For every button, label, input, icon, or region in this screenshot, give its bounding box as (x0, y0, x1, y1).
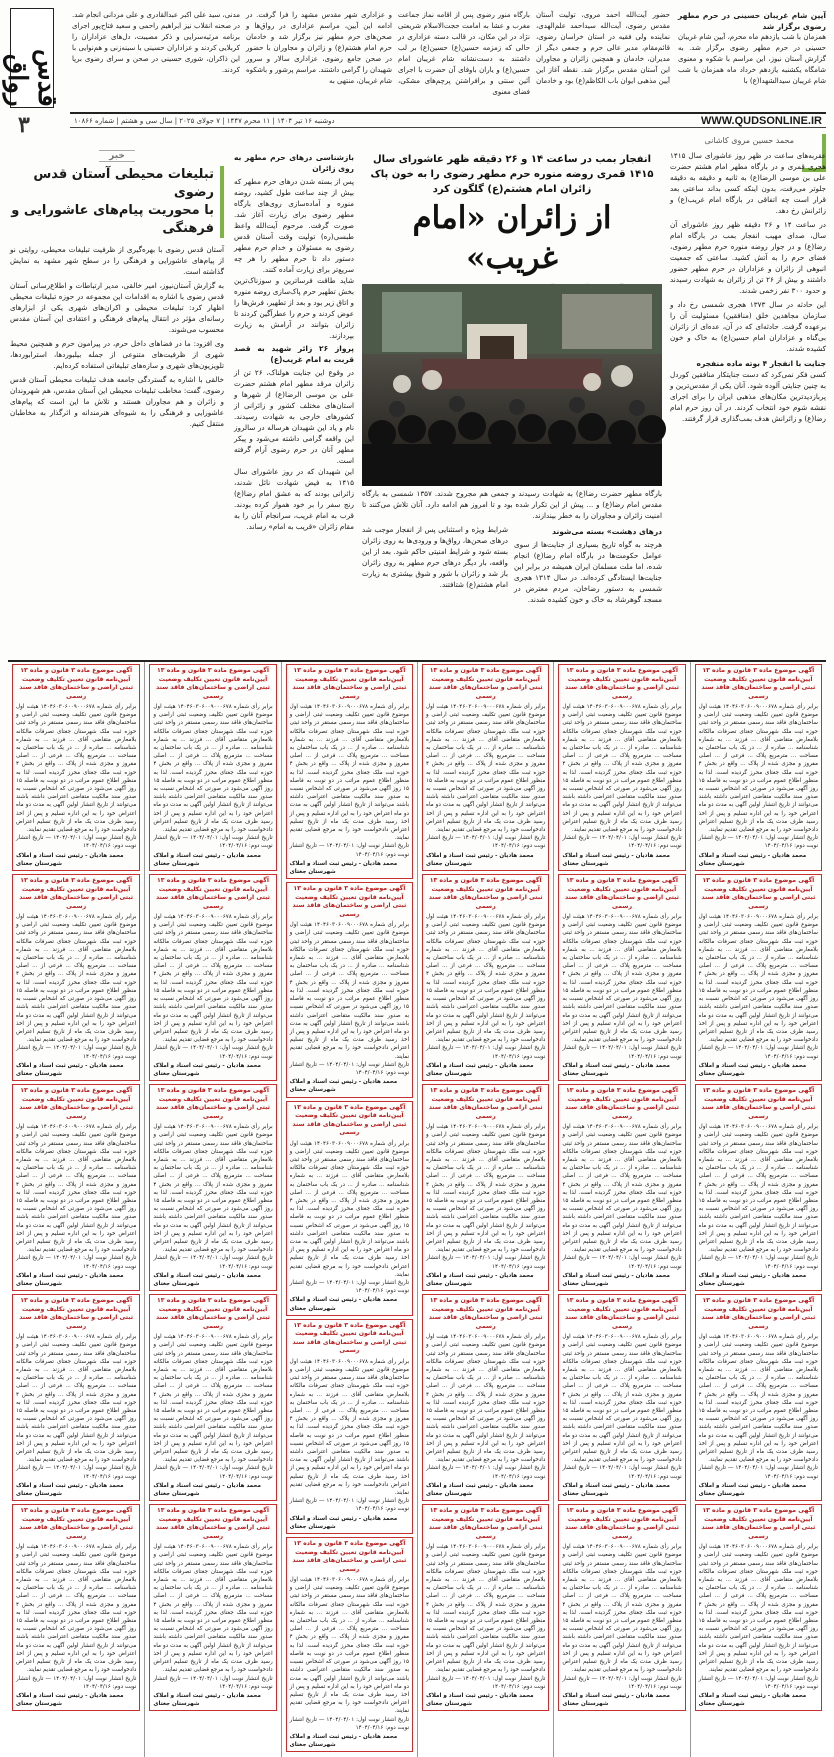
ad-signature: محمد هادیان - رئیس ثبت اسناد و املاک شهرستان جغتای (153, 1062, 261, 1077)
ad-signature: محمد هادیان - رئیس ثبت اسناد و املاک شهرستان جغتای (562, 1482, 670, 1498)
ad-dates: تاریخ انتشار نوبت اول: ۱۴۰۴/۰۴/۰۱ — تاریخ انتشار نوبت دوم: ۱۴۰۴/۰۴/۱۶ (16, 1465, 137, 1480)
ad-title: آگهی موضوع ماده ۳ قانون و ماده ۱۳ آیین‌نامه قانون تعیین تکلیف وضعیت ثبتی اراضی و ساختمان‌های فاقد سند رسمی (156, 1087, 270, 1120)
legal-ad (149, 874, 276, 1081)
ad-body: برابر رأی شماره ۱۴۰۴۶۰۳۰۶۰۰۹۰۰۰۶۷۸ هیئت اول موضوع قانون تعیین تکلیف وضعیت ثبتی اراضی و ساختمان‌های فاقد سند رسمی مستقر در واحد ثبتی حوزه ثبت ملک شهرستان جغتای تصرفات مالکانه بلامعارض متقاضی آقای ... فرزند ... به شماره شناسنامه ... صادره از ... در یک باب ساختمان به مساحت ... مترمربع پلاک ... فرعی از ... اصلی مفروز و مجزی شده از پلاک ... واقع در بخش ۴ حوزه ثبت ملک جغتای محرز گردیده است. لذا به منظور اطلاع عموم مراتب در دو نوبت به فاصله ۱۵ روز آگهی می‌شود در صورتی که اشخاص نسبت به صدور سند مالکیت متقاضی اعتراضی داشته باشند می‌توانند از تاریخ انتشار اولین آگهی به مدت دو ماه اعتراض خود را به این اداره تسلیم و پس از اخذ رسید ظرف مدت یک ماه از تاریخ تسلیم اعتراض دادخواست خود را به مرجع قضایی تقدیم نمایند. (16, 1124, 137, 1254)
ad-column (8, 662, 144, 1757)
legal-ad (695, 1084, 822, 1291)
ad-body: برابر رأی شماره ۱۴۰۴۶۰۳۰۶۰۰۹۰۰۰۶۷۸ هیئت اول موضوع قانون تعیین تکلیف وضعیت ثبتی اراضی و ساختمان‌های فاقد سند رسمی مستقر در واحد ثبتی حوزه ثبت ملک شهرستان جغتای تصرفات مالکانه بلامعارض متقاضی آقای ... فرزند ... به شماره شناسنامه ... صادره از ... در یک باب ساختمان به مساحت ... مترمربع پلاک ... فرعی از ... اصلی مفروز و مجزی شده از پلاک ... واقع در بخش ۴ حوزه ثبت ملک جغتای محرز گردیده است. لذا به منظور اطلاع عموم مراتب در دو نوبت به فاصله ۱۵ روز آگهی می‌شود در صورتی که اشخاص نسبت به صدور سند مالکیت متقاضی اعتراضی داشته باشند می‌توانند از تاریخ انتشار اولین آگهی به مدت دو ماه اعتراض خود را به این اداره تسلیم و پس از اخذ رسید ظرف مدت یک ماه از تاریخ تسلیم اعتراض دادخواست خود را به مرجع قضایی تقدیم نمایند. (698, 1334, 818, 1464)
ad-dates: تاریخ انتشار نوبت اول: ۱۴۰۴/۰۴/۰۱ — تاریخ انتشار نوبت دوم: ۱۴۰۴/۰۴/۱۶ (698, 835, 818, 850)
ad-body: برابر رأی شماره ۱۴۰۴۶۰۳۰۶۰۰۹۰۰۰۶۷۸ هیئت اول موضوع قانون تعیین تکلیف وضعیت ثبتی اراضی و ساختمان‌های فاقد سند رسمی مستقر در واحد ثبتی حوزه ثبت ملک شهرستان جغتای تصرفات مالکانه بلامعارض متقاضی آقای ... فرزند ... به شماره شناسنامه ... صادره از ... در یک باب ساختمان به مساحت ... مترمربع پلاک ... فرعی از ... اصلی مفروز و مجزی شده از پلاک ... واقع در بخش ۴ حوزه ثبت ملک جغتای محرز گردیده است. لذا به منظور اطلاع عموم مراتب در دو نوبت به فاصله ۱۵ روز آگهی می‌شود در صورتی که اشخاص نسبت به صدور سند مالکیت متقاضی اعتراضی داشته باشند می‌توانند از تاریخ انتشار اولین آگهی به مدت دو ماه اعتراض خود را به این اداره تسلیم و پس از اخذ رسید ظرف مدت یک ماه از تاریخ تسلیم اعتراض دادخواست خود را به مرجع قضایی تقدیم نمایند. (562, 1334, 682, 1464)
legal-ad (558, 1504, 685, 1711)
ad-signature: محمد هادیان - رئیس ثبت اسناد و املاک شهرستان جغتای (153, 1692, 261, 1708)
ad-body: برابر رأی شماره ۱۴۰۴۶۰۳۰۶۰۰۹۰۰۰۶۷۸ هیئت اول موضوع قانون تعیین تکلیف وضعیت ثبتی اراضی و ساختمان‌های فاقد سند رسمی مستقر در واحد ثبتی حوزه ثبت ملک شهرستان جغتای تصرفات مالکانه بلامعارض متقاضی آقای ... فرزند ... به شماره شناسنامه ... صادره از ... در یک باب ساختمان به مساحت ... مترمربع پلاک ... فرعی از ... اصلی مفروز و مجزی شده از پلاک ... واقع در بخش ۴ حوزه ثبت ملک جغتای محرز گردیده است. لذا به منظور اطلاع عموم مراتب در دو نوبت به فاصله ۱۵ روز آگهی می‌شود در صورتی که اشخاص نسبت به صدور سند مالکیت متقاضی اعتراضی داشته باشند می‌توانند از تاریخ انتشار اولین آگهی به مدت دو ماه اعتراض خود را به این اداره تسلیم و پس از اخذ رسید ظرف مدت یک ماه از تاریخ تسلیم اعتراض دادخواست خود را به مرجع قضایی تقدیم نمایند. (426, 1334, 546, 1464)
ad-dates: تاریخ انتشار نوبت اول: ۱۴۰۴/۰۴/۰۱ — تاریخ انتشار نوبت دوم: ۱۴۰۴/۰۴/۱۶ (153, 1675, 273, 1690)
ad-signature: محمد هادیان - رئیس ثبت اسناد و املاک شهرستان جغتای (16, 1692, 124, 1708)
legal-ad (695, 1294, 822, 1501)
ad-signature: محمد هادیان - رئیس ثبت اسناد و املاک شهرستان جغتای (16, 1272, 124, 1287)
news-title (10, 166, 224, 238)
ad-dates: تاریخ انتشار نوبت اول: ۱۴۰۴/۰۴/۰۱ — تاریخ انتشار نوبت دوم: ۱۴۰۴/۰۴/۱۶ (16, 1255, 137, 1270)
photo-caption: بارگاه مطهر حضرت رضا(ع) به شهادت رسیدند و جمعی هم مجروح شدند. ۱۳۵۷ شمسی به بارگاه مقدس امام رضا(ع) و ... پیش از این تکرار شده بود و تا امروز هم ادامه دارد. آنان تلاش می‌کنند تا امنیت زائران و مجاوران را به خطر بیندازند. (362, 489, 663, 520)
legal-ad (558, 1294, 685, 1501)
ad-body: برابر رأی شماره ۱۴۰۴۶۰۳۰۶۰۰۹۰۰۰۶۷۸ هیئت اول موضوع قانون تعیین تکلیف وضعیت ثبتی اراضی و ساختمان‌های فاقد سند رسمی مستقر در واحد ثبتی حوزه ثبت ملک شهرستان جغتای تصرفات مالکانه بلامعارض متقاضی آقای ... فرزند ... به شماره شناسنامه ... صادره از ... در یک باب ساختمان به مساحت ... مترمربع پلاک ... فرعی از ... اصلی مفروز و مجزی شده از پلاک ... واقع در بخش ۴ حوزه ثبت ملک جغتای محرز گردیده است. لذا به منظور اطلاع عموم مراتب در دو نوبت به فاصله ۱۵ روز آگهی می‌شود در صورتی که اشخاص نسبت به صدور سند مالکیت متقاضی اعتراضی داشته باشند می‌توانند از تاریخ انتشار اولین آگهی به مدت دو ماه اعتراض خود را به این اداره تسلیم و پس از اخذ رسید ظرف مدت یک ماه از تاریخ تسلیم اعتراض دادخواست خود را به مرجع قضایی تقدیم نمایند. (16, 704, 137, 834)
ad-dates: تاریخ انتشار نوبت اول: ۱۴۰۴/۰۴/۰۱ — تاریخ انتشار نوبت دوم: ۱۴۰۴/۰۴/۱۶ (289, 1061, 410, 1076)
ad-title: آگهی موضوع ماده ۳ قانون و ماده ۱۳ آیین‌نامه قانون تعیین تکلیف وضعیت ثبتی اراضی و ساختمان‌های فاقد سند رسمی (565, 1297, 679, 1330)
news-box (10, 150, 224, 650)
ad-signature: محمد هادیان - رئیس ثبت اسناد و املاک شهرستان جغتای (562, 1062, 670, 1077)
ad-title: آگهی موضوع ماده ۳ قانون و ماده ۱۳ آیین‌نامه قانون تعیین تکلیف وضعیت ثبتی اراضی و ساختمان‌های فاقد سند رسمی (156, 667, 270, 700)
article-text: شاید طاقت فرسا‌ترین و سوزناک‌ترین بخش تطهیر حرم پاک‌سازی روضه منوره و اتاق زیر بود و بعد از تطهیر، فرش‌ها را عوض کردند و حرم را عطرآگین کردند تا زائران بتوانند در آرامش به زیارت بپردازند. (234, 276, 354, 340)
ad-body: برابر رأی شماره ۱۴۰۴۶۰۳۰۶۰۰۹۰۰۰۶۷۸ هیئت اول موضوع قانون تعیین تکلیف وضعیت ثبتی اراضی و ساختمان‌های فاقد سند رسمی مستقر در واحد ثبتی حوزه ثبت ملک شهرستان جغتای تصرفات مالکانه بلامعارض متقاضی آقای ... فرزند ... به شماره شناسنامه ... صادره از ... در یک باب ساختمان به مساحت ... مترمربع پلاک ... فرعی از ... اصلی مفروز و مجزی شده از پلاک ... واقع در بخش ۴ حوزه ثبت ملک جغتای محرز گردیده است. لذا به منظور اطلاع عموم مراتب در دو نوبت به فاصله ۱۵ روز آگهی می‌شود در صورتی که اشخاص نسبت به صدور سند مالکیت متقاضی اعتراضی داشته باشند می‌توانند از تاریخ انتشار اولین آگهی به مدت دو ماه اعتراض خود را به این اداره تسلیم و پس از اخذ رسید ظرف مدت یک ماه از تاریخ تسلیم اعتراض دادخواست خود را به مرجع قضایی تقدیم نمایند. (426, 1544, 546, 1674)
legal-ad (422, 664, 549, 871)
ad-title: آگهی موضوع ماده ۳ قانون و ماده ۱۳ آیین‌نامه قانون تعیین تکلیف وضعیت ثبتی اراضی و ساختمان‌های فاقد سند رسمی (292, 1540, 407, 1573)
ad-body: برابر رأی شماره ۱۴۰۴۶۰۳۰۶۰۰۹۰۰۰۶۷۸ هیئت اول موضوع قانون تعیین تکلیف وضعیت ثبتی اراضی و ساختمان‌های فاقد سند رسمی مستقر در واحد ثبتی حوزه ثبت ملک شهرستان جغتای تصرفات مالکانه بلامعارض متقاضی آقای ... فرزند ... به شماره شناسنامه ... صادره از ... در یک باب ساختمان به مساحت ... مترمربع پلاک ... فرعی از ... اصلی مفروز و مجزی شده از پلاک ... واقع در بخش ۴ حوزه ثبت ملک جغتای محرز گردیده است. لذا به منظور اطلاع عموم مراتب در دو نوبت به فاصله ۱۵ روز آگهی می‌شود در صورتی که اشخاص نسبت به صدور سند مالکیت متقاضی اعتراضی داشته باشند می‌توانند از تاریخ انتشار اولین آگهی به مدت دو ماه اعتراض خود را به این اداره تسلیم و پس از اخذ رسید ظرف مدت یک ماه از تاریخ تسلیم اعتراض دادخواست خود را به مرجع قضایی تقدیم نمایند. (289, 922, 410, 1060)
headline-kicker: انفجار بمب در ساعت ۱۴ و ۲۶ دقیقه ظهر عاشورای سال ۱۴۱۵ قمری روضه منوره حرم مطهر رضوی را به خون پاک زائران امام هشتم(ع) گلگون کرد (370, 154, 654, 195)
ad-body: برابر رأی شماره ۱۴۰۴۶۰۳۰۶۰۰۹۰۰۰۶۷۸ هیئت اول موضوع قانون تعیین تکلیف وضعیت ثبتی اراضی و ساختمان‌های فاقد سند رسمی مستقر در واحد ثبتی حوزه ثبت ملک شهرستان جغتای تصرفات مالکانه بلامعارض متقاضی آقای ... فرزند ... به شماره شناسنامه ... صادره از ... در یک باب ساختمان به مساحت ... مترمربع پلاک ... فرعی از ... اصلی مفروز و مجزی شده از پلاک ... واقع در بخش ۴ حوزه ثبت ملک جغتای محرز گردیده است. لذا به منظور اطلاع عموم مراتب در دو نوبت به فاصله ۱۵ روز آگهی می‌شود در صورتی که اشخاص نسبت به صدور سند مالکیت متقاضی اعتراضی داشته باشند می‌توانند از تاریخ انتشار اولین آگهی به مدت دو ماه اعتراض خود را به این اداره تسلیم و پس از اخذ رسید ظرف مدت یک ماه از تاریخ تسلیم اعتراض دادخواست خود را به مرجع قضایی تقدیم نمایند. (562, 704, 682, 834)
ad-column (690, 662, 826, 1757)
ad-body: برابر رأی شماره ۱۴۰۴۶۰۳۰۶۰۰۹۰۰۰۶۷۸ هیئت اول موضوع قانون تعیین تکلیف وضعیت ثبتی اراضی و ساختمان‌های فاقد سند رسمی مستقر در واحد ثبتی حوزه ثبت ملک شهرستان جغتای تصرفات مالکانه بلامعارض متقاضی آقای ... فرزند ... به شماره شناسنامه ... صادره از ... در یک باب ساختمان به مساحت ... مترمربع پلاک ... فرعی از ... اصلی مفروز و مجزی شده از پلاک ... واقع در بخش ۴ حوزه ثبت ملک جغتای محرز گردیده است. لذا به منظور اطلاع عموم مراتب در دو نوبت به فاصله ۱۵ روز آگهی می‌شود در صورتی که اشخاص نسبت به صدور سند مالکیت متقاضی اعتراضی داشته باشند می‌توانند از تاریخ انتشار اولین آگهی به مدت دو ماه اعتراض خود را به این اداره تسلیم و پس از اخذ رسید ظرف مدت یک ماه از تاریخ تسلیم اعتراض دادخواست خود را به مرجع قضایی تقدیم نمایند. (562, 1544, 682, 1674)
ad-body: برابر رأی شماره ۱۴۰۴۶۰۳۰۶۰۰۹۰۰۰۶۷۸ هیئت اول موضوع قانون تعیین تکلیف وضعیت ثبتی اراضی و ساختمان‌های فاقد سند رسمی مستقر در واحد ثبتی حوزه ثبت ملک شهرستان جغتای تصرفات مالکانه بلامعارض متقاضی آقای ... فرزند ... به شماره شناسنامه ... صادره از ... در یک باب ساختمان به مساحت ... مترمربع پلاک ... فرعی از ... اصلی مفروز و مجزی شده از پلاک ... واقع در بخش ۴ حوزه ثبت ملک جغتای محرز گردیده است. لذا به منظور اطلاع عموم مراتب در دو نوبت به فاصله ۱۵ روز آگهی می‌شود در صورتی که اشخاص نسبت به صدور سند مالکیت متقاضی اعتراضی داشته باشند می‌توانند از تاریخ انتشار اولین آگهی به مدت دو ماه اعتراض خود را به این اداره تسلیم و پس از اخذ رسید ظرف مدت یک ماه از تاریخ تسلیم اعتراض دادخواست خود را به مرجع قضایی تقدیم نمایند. (562, 1124, 682, 1254)
news-paragraph: آستان قدس رضوی با بهره‌گیری از ظرفیت تبلیغات محیطی، روایتی نو از پیام‌های عاشورایی و فرهنگی را در سطح شهر مشهد به نمایش گذاشته است. (10, 245, 224, 276)
legal-ad (286, 664, 413, 879)
ad-body: برابر رأی شماره ۱۴۰۴۶۰۳۰۶۰۰۹۰۰۰۶۷۸ هیئت اول موضوع قانون تعیین تکلیف وضعیت ثبتی اراضی و ساختمان‌های فاقد سند رسمی مستقر در واحد ثبتی حوزه ثبت ملک شهرستان جغتای تصرفات مالکانه بلامعارض متقاضی آقای ... فرزند ... به شماره شناسنامه ... صادره از ... در یک باب ساختمان به مساحت ... مترمربع پلاک ... فرعی از ... اصلی مفروز و مجزی شده از پلاک ... واقع در بخش ۴ حوزه ثبت ملک جغتای محرز گردیده است. لذا به منظور اطلاع عموم مراتب در دو نوبت به فاصله ۱۵ روز آگهی می‌شود در صورتی که اشخاص نسبت به صدور سند مالکیت متقاضی اعتراضی داشته باشند می‌توانند از تاریخ انتشار اولین آگهی به مدت دو ماه اعتراض خود را به این اداره تسلیم و پس از اخذ رسید ظرف مدت یک ماه از تاریخ تسلیم اعتراض دادخواست خود را به مرجع قضایی تقدیم نمایند. (289, 1577, 410, 1715)
legal-ad (12, 1504, 140, 1711)
news-paragraph: به گزارش آستان‌نیوز، امیر خالقی، مدیر ارتباطات و اطلاع‌رسانی آستان قدس رضوی با اشاره به اقدامات این مجموعه در حوزه تبلیغات محیطی اظهار کرد: تبلیغات محیطی و اکران‌های شهری یکی از ابزارهای رسانه‌ای مؤثر در انتقال پیام‌های فرهنگی و اعتقادی این آستان مقدس محسوب می‌شوند. (10, 281, 224, 334)
article-column-b: شرایط ویژه و استثنایی پس از انفجار موجب شد درهای صحن‌ها، رواق‌ها و ورودی‌ها به روی زائران بسته شود و شرایط امنیتی حاکم شود. بعد از این واقعه، بار دیگر درهای حرم مطهر به روی زائران باز شد و زائران با شور و شوق بیشتری به زیارت امام هشتم(ع) شتافتند. (362, 525, 508, 589)
ad-dates: تاریخ انتشار نوبت اول: ۱۴۰۴/۰۴/۰۱ — تاریخ انتشار نوبت دوم: ۱۴۰۴/۰۴/۱۶ (426, 1045, 546, 1060)
author-name: محمد حسین مروی کاشانی (704, 136, 794, 145)
ad-title: آگهی موضوع ماده ۳ قانون و ماده ۱۳ آیین‌نامه قانون تعیین تکلیف وضعیت ثبتی اراضی و ساختمان‌های فاقد سند رسمی (428, 667, 543, 700)
ad-body: برابر رأی شماره ۱۴۰۴۶۰۳۰۶۰۰۹۰۰۰۶۷۸ هیئت اول موضوع قانون تعیین تکلیف وضعیت ثبتی اراضی و ساختمان‌های فاقد سند رسمی مستقر در واحد ثبتی حوزه ثبت ملک شهرستان جغتای تصرفات مالکانه بلامعارض متقاضی آقای ... فرزند ... به شماره شناسنامه ... صادره از ... در یک باب ساختمان به مساحت ... مترمربع پلاک ... فرعی از ... اصلی مفروز و مجزی شده از پلاک ... واقع در بخش ۴ حوزه ثبت ملک جغتای محرز گردیده است. لذا به منظور اطلاع عموم مراتب در دو نوبت به فاصله ۱۵ روز آگهی می‌شود در صورتی که اشخاص نسبت به صدور سند مالکیت متقاضی اعتراضی داشته باشند می‌توانند از تاریخ انتشار اولین آگهی به مدت دو ماه اعتراض خود را به این اداره تسلیم و پس از اخذ رسید ظرف مدت یک ماه از تاریخ تسلیم اعتراض دادخواست خود را به مرجع قضایی تقدیم نمایند. (16, 1544, 137, 1674)
intro-kicker: آیین شام غریبان حسینی در حرم مطهر رضوی برگزار شد (678, 11, 826, 31)
ad-signature: محمد هادیان - رئیس ثبت اسناد و املاک شهرستان جغتای (289, 1079, 398, 1094)
logo-text: قدس رواق (2, 49, 62, 107)
intro-text: همزمان با شب یازدهم ماه محرم، آیین شام غریبان حسینی در حرم مطهر رضوی برگزار شد. به گزارش آستان نیوز، این مراسم با شکوه و معنوی شامگاه یکشنبه یازدهم خرداد ماه همزمان با شب شام غریبان سیدالشهدا(ع) با (678, 33, 826, 85)
news-title-line-2: با محوریت پیام‌های عاشورایی و فرهنگی (11, 203, 214, 236)
ad-body: برابر رأی شماره ۱۴۰۴۶۰۳۰۶۰۰۹۰۰۰۶۷۸ هیئت اول موضوع قانون تعیین تکلیف وضعیت ثبتی اراضی و ساختمان‌های فاقد سند رسمی مستقر در واحد ثبتی حوزه ثبت ملک شهرستان جغتای تصرفات مالکانه بلامعارض متقاضی آقای ... فرزند ... به شماره شناسنامه ... صادره از ... در یک باب ساختمان به مساحت ... مترمربع پلاک ... فرعی از ... اصلی مفروز و مجزی شده از پلاک ... واقع در بخش ۴ حوزه ثبت ملک جغتای محرز گردیده است. لذا به منظور اطلاع عموم مراتب در دو نوبت به فاصله ۱۵ روز آگهی می‌شود در صورتی که اشخاص نسبت به صدور سند مالکیت متقاضی اعتراضی داشته باشند می‌توانند از تاریخ انتشار اولین آگهی به مدت دو ماه اعتراض خود را به این اداره تسلیم و پس از اخذ رسید ظرف مدت یک ماه از تاریخ تسلیم اعتراض دادخواست خود را به مرجع قضایی تقدیم نمایند. (153, 1544, 273, 1674)
ad-signature: محمد هادیان - رئیس ثبت اسناد و املاک شهرستان جغتای (16, 1482, 124, 1498)
ad-dates: تاریخ انتشار نوبت اول: ۱۴۰۴/۰۴/۰۱ — تاریخ انتشار نوبت دوم: ۱۴۰۴/۰۴/۱۶ (16, 1675, 137, 1690)
news-tag (10, 150, 224, 162)
ad-signature: محمد هادیان - رئیس ثبت اسناد و املاک شهرستان جغتای (289, 1733, 398, 1749)
info-bar (70, 112, 826, 128)
ad-signature: محمد هادیان - رئیس ثبت اسناد و املاک شهرستان جغتای (698, 1272, 807, 1287)
news-paragraph: وی افزود: ما در فضاهای داخل حرم، در پیرامون حرم و همچنین محیط شهری از ظرفیت‌های متنوعی از جمله بیلبوردها، استرابوردها، تلویزیون‌های شهری و سازه‌های تبلیغاتی استفاده کرده‌ایم. (10, 339, 224, 370)
legal-ad (695, 664, 822, 871)
legal-ad (422, 874, 549, 1081)
legal-ads-section (8, 660, 826, 1749)
ad-dates: تاریخ انتشار نوبت اول: ۱۴۰۴/۰۴/۰۱ — تاریخ انتشار نوبت دوم: ۱۴۰۴/۰۴/۱۶ (289, 1279, 410, 1295)
ad-title: آگهی موضوع ماده ۳ قانون و ماده ۱۳ آیین‌نامه قانون تعیین تکلیف وضعیت ثبتی اراضی و ساختمان‌های فاقد سند رسمی (292, 667, 407, 700)
page-number: ۳ (18, 112, 30, 138)
ad-signature: محمد هادیان - رئیس ثبت اسناد و املاک شهرستان جغتای (153, 1272, 261, 1287)
ad-signature: محمد هادیان - رئیس ثبت اسناد و املاک شهرستان جغتای (698, 852, 807, 867)
article-text: پس از بسته شدن درهای حرم مطهر که بیش از چند ساعت طول کشید، روضه منوره و آماده‌سازی روی‌های بارگاه مطهر رضوی برای زیارت آغاز شد. صورت گرفت. مرحوم آیت‌الله واعظ طبسی(ره) تولیت وقت آستان قدس رضوی به مسئولان و خدام حرم مطهر دستور داد تا حرم مطهر را هر چه سریع‌تر برای زیارت آماده کنند. (234, 177, 354, 274)
article-column-c (234, 150, 354, 532)
ad-signature: محمد هادیان - رئیس ثبت اسناد و املاک شهرستان جغتای (426, 1272, 534, 1287)
ad-title: آگهی موضوع ماده ۳ قانون و ماده ۱۳ آیین‌نامه قانون تعیین تکلیف وضعیت ثبتی اراضی و ساختمان‌های فاقد سند رسمی (19, 1297, 134, 1330)
ad-signature: محمد هادیان - رئیس ثبت اسناد و املاک شهرستان جغتای (562, 852, 670, 867)
ad-body: برابر رأی شماره ۱۴۰۴۶۰۳۰۶۰۰۹۰۰۰۶۷۸ هیئت اول موضوع قانون تعیین تکلیف وضعیت ثبتی اراضی و ساختمان‌های فاقد سند رسمی مستقر در واحد ثبتی حوزه ثبت ملک شهرستان جغتای تصرفات مالکانه بلامعارض متقاضی آقای ... فرزند ... به شماره شناسنامه ... صادره از ... در یک باب ساختمان به مساحت ... مترمربع پلاک ... فرعی از ... اصلی مفروز و مجزی شده از پلاک ... واقع در بخش ۴ حوزه ثبت ملک جغتای محرز گردیده است. لذا به منظور اطلاع عموم مراتب در دو نوبت به فاصله ۱۵ روز آگهی می‌شود در صورتی که اشخاص نسبت به صدور سند مالکیت متقاضی اعتراضی داشته باشند می‌توانند از تاریخ انتشار اولین آگهی به مدت دو ماه اعتراض خود را به این اداره تسلیم و پس از اخذ رسید ظرف مدت یک ماه از تاریخ تسلیم اعتراض دادخواست خود را به مرجع قضایی تقدیم نمایند. (698, 1124, 818, 1254)
ad-body: برابر رأی شماره ۱۴۰۴۶۰۳۰۶۰۰۹۰۰۰۶۷۸ هیئت اول موضوع قانون تعیین تکلیف وضعیت ثبتی اراضی و ساختمان‌های فاقد سند رسمی مستقر در واحد ثبتی حوزه ثبت ملک شهرستان جغتای تصرفات مالکانه بلامعارض متقاضی آقای ... فرزند ... به شماره شناسنامه ... صادره از ... در یک باب ساختمان به مساحت ... مترمربع پلاک ... فرعی از ... اصلی مفروز و مجزی شده از پلاک ... واقع در بخش ۴ حوزه ثبت ملک جغتای محرز گردیده است. لذا به منظور اطلاع عموم مراتب در دو نوبت به فاصله ۱۵ روز آگهی می‌شود در صورتی که اشخاص نسبت به صدور سند مالکیت متقاضی اعتراضی داشته باشند می‌توانند از تاریخ انتشار اولین آگهی به مدت دو ماه اعتراض خود را به این اداره تسلیم و پس از اخذ رسید ظرف مدت یک ماه از تاریخ تسلیم اعتراض دادخواست خود را به مرجع قضایی تقدیم نمایند. (426, 704, 546, 834)
legal-ad (12, 1084, 140, 1291)
ad-signature: محمد هادیان - رئیس ثبت اسناد و املاک شهرستان جغتای (153, 852, 261, 867)
ad-title: آگهی موضوع ماده ۳ قانون و ماده ۱۳ آیین‌نامه قانون تعیین تکلیف وضعیت ثبتی اراضی و ساختمان‌های فاقد سند رسمی (428, 1297, 543, 1330)
ad-body: برابر رأی شماره ۱۴۰۴۶۰۳۰۶۰۰۹۰۰۰۶۷۸ هیئت اول موضوع قانون تعیین تکلیف وضعیت ثبتی اراضی و ساختمان‌های فاقد سند رسمی مستقر در واحد ثبتی حوزه ثبت ملک شهرستان جغتای تصرفات مالکانه بلامعارض متقاضی آقای ... فرزند ... به شماره شناسنامه ... صادره از ... در یک باب ساختمان به مساحت ... مترمربع پلاک ... فرعی از ... اصلی مفروز و مجزی شده از پلاک ... واقع در بخش ۴ حوزه ثبت ملک جغتای محرز گردیده است. لذا به منظور اطلاع عموم مراتب در دو نوبت به فاصله ۱۵ روز آگهی می‌شود در صورتی که اشخاص نسبت به صدور سند مالکیت متقاضی اعتراضی داشته باشند می‌توانند از تاریخ انتشار اولین آگهی به مدت دو ماه اعتراض خود را به این اداره تسلیم و پس از اخذ رسید ظرف مدت یک ماه از تاریخ تسلیم اعتراض دادخواست خود را به مرجع قضایی تقدیم نمایند. (16, 1334, 137, 1464)
intro-column-5: مدنی، سید علی اکبر عبدالقادری و علی مردانی انجام شد. در صحنه انقلاب نیز ابراهیم راحمی و سعید فتاح‌پور اجرای برنامه مرثیه‌سرایی و ذکر مصیبت، دل‌های عزاداران را کربلایی کردند و عزاداران حسینی با سینه‌زنی و هم‌نوایی با این ذاکران، شوری حسینی در صحن و سرای رضوی برپا کردند. (72, 11, 240, 74)
ad-dates: تاریخ انتشار نوبت اول: ۱۴۰۴/۰۴/۰۱ — تاریخ انتشار نوبت دوم: ۱۴۰۴/۰۴/۱۶ (698, 1675, 818, 1690)
ad-dates: تاریخ انتشار نوبت اول: ۱۴۰۴/۰۴/۰۱ — تاریخ انتشار نوبت دوم: ۱۴۰۴/۰۴/۱۶ (153, 1465, 273, 1480)
intro-column-3: بارگاه منور رضوی پس از اقامه نماز جماعت مغرب و عشا به امامت حجت‌الاسلام شریعتی نژاد در این مکان، در قالب دسته عزاداری در حالی که زمزمه حسین(ع) حسین(ع) بر لب داشتند به دست‌نشانه شام غریبان امام حسین(ع) و یاران باوفای آن حضرت با اجرای آئین سنتی و برافراشتن پرچم‌های مشکی، فضای معنوی (398, 11, 530, 96)
news-tag-label: خبر (99, 150, 135, 162)
legal-ad (12, 1294, 140, 1501)
ad-title: آگهی موضوع ماده ۳ قانون و ماده ۱۳ آیین‌نامه قانون تعیین تکلیف وضعیت ثبتی اراضی و ساختمان‌های فاقد سند رسمی (156, 1507, 270, 1540)
ad-dates: تاریخ انتشار نوبت اول: ۱۴۰۴/۰۴/۰۱ — تاریخ انتشار نوبت دوم: ۱۴۰۴/۰۴/۱۶ (698, 1255, 818, 1270)
ad-dates: تاریخ انتشار نوبت اول: ۱۴۰۴/۰۴/۰۱ — تاریخ انتشار نوبت دوم: ۱۴۰۴/۰۴/۱۶ (16, 1045, 137, 1060)
ad-signature: محمد هادیان - رئیس ثبت اسناد و املاک شهرستان جغتای (698, 1692, 807, 1708)
legal-ad (286, 1319, 413, 1534)
legal-ad (149, 1084, 276, 1291)
ad-signature: محمد هادیان - رئیس ثبت اسناد و املاک شهرستان جغتای (289, 860, 398, 876)
ad-dates: تاریخ انتشار نوبت اول: ۱۴۰۴/۰۴/۰۱ — تاریخ انتشار نوبت دوم: ۱۴۰۴/۰۴/۱۶ (289, 843, 410, 858)
ad-dates: تاریخ انتشار نوبت اول: ۱۴۰۴/۰۴/۰۱ — تاریخ انتشار نوبت دوم: ۱۴۰۴/۰۴/۱۶ (426, 1675, 546, 1690)
ad-dates: تاریخ انتشار نوبت اول: ۱۴۰۴/۰۴/۰۱ — تاریخ انتشار نوبت دوم: ۱۴۰۴/۰۴/۱۶ (153, 1045, 273, 1060)
news-body (10, 244, 224, 429)
ad-body: برابر رأی شماره ۱۴۰۴۶۰۳۰۶۰۰۹۰۰۰۶۷۸ هیئت اول موضوع قانون تعیین تکلیف وضعیت ثبتی اراضی و ساختمان‌های فاقد سند رسمی مستقر در واحد ثبتی حوزه ثبت ملک شهرستان جغتای تصرفات مالکانه بلامعارض متقاضی آقای ... فرزند ... به شماره شناسنامه ... صادره از ... در یک باب ساختمان به مساحت ... مترمربع پلاک ... فرعی از ... اصلی مفروز و مجزی شده از پلاک ... واقع در بخش ۴ حوزه ثبت ملک جغتای محرز گردیده است. لذا به منظور اطلاع عموم مراتب در دو نوبت به فاصله ۱۵ روز آگهی می‌شود در صورتی که اشخاص نسبت به صدور سند مالکیت متقاضی اعتراضی داشته باشند می‌توانند از تاریخ انتشار اولین آگهی به مدت دو ماه اعتراض خود را به این اداره تسلیم و پس از اخذ رسید ظرف مدت یک ماه از تاریخ تسلیم اعتراض دادخواست خود را به مرجع قضایی تقدیم نمایند. (153, 1334, 273, 1464)
masthead-logo (2, 8, 62, 108)
lead-photo (362, 284, 662, 486)
ad-column (144, 662, 280, 1757)
ad-title: آگهی موضوع ماده ۳ قانون و ماده ۱۳ آیین‌نامه قانون تعیین تکلیف وضعیت ثبتی اراضی و ساختمان‌های فاقد سند رسمی (701, 1087, 816, 1120)
ad-title: آگهی موضوع ماده ۳ قانون و ماده ۱۳ آیین‌نامه قانون تعیین تکلیف وضعیت ثبتی اراضی و ساختمان‌های فاقد سند رسمی (701, 1507, 816, 1540)
ad-title: آگهی موضوع ماده ۳ قانون و ماده ۱۳ آیین‌نامه قانون تعیین تکلیف وضعیت ثبتی اراضی و ساختمان‌های فاقد سند رسمی (292, 1103, 407, 1137)
lead-paragraph: این حادثه در سال ۱۳۷۳ هجری شمسی رخ داد و سازمان مجاهدین خلق (منافقین) مسئولیت آن را برعهده گرفت. حادثه‌ای که در آن، عده‌ای از زائران بی‌گناه و عزاداران امام حسین(ع) به خاک و خون کشیده شدند. (670, 300, 826, 353)
ad-title: آگهی موضوع ماده ۳ قانون و ماده ۱۳ آیین‌نامه قانون تعیین تکلیف وضعیت ثبتی اراضی و ساختمان‌های فاقد سند رسمی (701, 667, 816, 700)
ad-dates: تاریخ انتشار نوبت اول: ۱۴۰۴/۰۴/۰۱ — تاریخ انتشار نوبت دوم: ۱۴۰۴/۰۴/۱۶ (426, 1465, 546, 1480)
ad-dates: تاریخ انتشار نوبت اول: ۱۴۰۴/۰۴/۰۱ — تاریخ انتشار نوبت دوم: ۱۴۰۴/۰۴/۱۶ (153, 835, 273, 850)
ad-dates: تاریخ انتشار نوبت اول: ۱۴۰۴/۰۴/۰۱ — تاریخ انتشار نوبت دوم: ۱۴۰۴/۰۴/۱۶ (562, 835, 682, 850)
ad-body: برابر رأی شماره ۱۴۰۴۶۰۳۰۶۰۰۹۰۰۰۶۷۸ هیئت اول موضوع قانون تعیین تکلیف وضعیت ثبتی اراضی و ساختمان‌های فاقد سند رسمی مستقر در واحد ثبتی حوزه ثبت ملک شهرستان جغتای تصرفات مالکانه بلامعارض متقاضی آقای ... فرزند ... به شماره شناسنامه ... صادره از ... در یک باب ساختمان به مساحت ... مترمربع پلاک ... فرعی از ... اصلی مفروز و مجزی شده از پلاک ... واقع در بخش ۴ حوزه ثبت ملک جغتای محرز گردیده است. لذا به منظور اطلاع عموم مراتب در دو نوبت به فاصله ۱۵ روز آگهی می‌شود در صورتی که اشخاص نسبت به صدور سند مالکیت متقاضی اعتراضی داشته باشند می‌توانند از تاریخ انتشار اولین آگهی به مدت دو ماه اعتراض خود را به این اداره تسلیم و پس از اخذ رسید ظرف مدت یک ماه از تاریخ تسلیم اعتراض دادخواست خود را به مرجع قضایی تقدیم نمایند. (698, 704, 818, 834)
ad-body: برابر رأی شماره ۱۴۰۴۶۰۳۰۶۰۰۹۰۰۰۶۷۸ هیئت اول موضوع قانون تعیین تکلیف وضعیت ثبتی اراضی و ساختمان‌های فاقد سند رسمی مستقر در واحد ثبتی حوزه ثبت ملک شهرستان جغتای تصرفات مالکانه بلامعارض متقاضی آقای ... فرزند ... به شماره شناسنامه ... صادره از ... در یک باب ساختمان به مساحت ... مترمربع پلاک ... فرعی از ... اصلی مفروز و مجزی شده از پلاک ... واقع در بخش ۴ حوزه ثبت ملک جغتای محرز گردیده است. لذا به منظور اطلاع عموم مراتب در دو نوبت به فاصله ۱۵ روز آگهی می‌شود در صورتی که اشخاص نسبت به صدور سند مالکیت متقاضی اعتراضی داشته باشند می‌توانند از تاریخ انتشار اولین آگهی به مدت دو ماه اعتراض خود را به این اداره تسلیم و پس از اخذ رسید ظرف مدت یک ماه از تاریخ تسلیم اعتراض دادخواست خود را به مرجع قضایی تقدیم نمایند. (153, 914, 273, 1044)
ad-title: آگهی موضوع ماده ۳ قانون و ماده ۱۳ آیین‌نامه قانون تعیین تکلیف وضعیت ثبتی اراضی و ساختمان‌های فاقد سند رسمی (428, 1087, 543, 1120)
article-text: در وقوع این جنایت هولناک، ۲۶ تن از زائران مرقد مطهر امام هشتم حضرت علی بن موسی الرضا(ع) از شهرها و استان‌های مختلف کشور و زائرانی از کشورهای خارجی به شهادت رسیدند. نام و یاد این شهیدان هرساله در سالروز این واقعه گرامی داشته می‌شود و پیکر مطهر آنان در حرم رضوی آرام گرفته است. (234, 368, 354, 465)
ad-title: آگهی موضوع ماده ۳ قانون و ماده ۱۳ آیین‌نامه قانون تعیین تکلیف وضعیت ثبتی اراضی و ساختمان‌های فاقد سند رسمی (428, 1507, 543, 1540)
legal-ad (12, 664, 140, 871)
lead-paragraph: عقربه‌های ساعت در ظهر روز عاشورای سال ۱۴۱۵ هجری قمری و در بارگاه مطهر امام هشتم حضرت علی بن موسی الرضا(ع) به ثانیه و دقیقه به دقیقه جلوتر می‌رفت، بدون اینکه کسی بداند ساعتی بعد قرار است چه اتفاقی در بارگاه امام غریب(ع) و زائرانش رخ دهد. (670, 151, 826, 215)
legal-ad (149, 664, 276, 871)
ad-title: آگهی موضوع ماده ۳ قانون و ماده ۱۳ آیین‌نامه قانون تعیین تکلیف وضعیت ثبتی اراضی و ساختمان‌های فاقد سند رسمی (565, 667, 679, 700)
ad-body: برابر رأی شماره ۱۴۰۴۶۰۳۰۶۰۰۹۰۰۰۶۷۸ هیئت اول موضوع قانون تعیین تکلیف وضعیت ثبتی اراضی و ساختمان‌های فاقد سند رسمی مستقر در واحد ثبتی حوزه ثبت ملک شهرستان جغتای تصرفات مالکانه بلامعارض متقاضی آقای ... فرزند ... به شماره شناسنامه ... صادره از ... در یک باب ساختمان به مساحت ... مترمربع پلاک ... فرعی از ... اصلی مفروز و مجزی شده از پلاک ... واقع در بخش ۴ حوزه ثبت ملک جغتای محرز گردیده است. لذا به منظور اطلاع عموم مراتب در دو نوبت به فاصله ۱۵ روز آگهی می‌شود در صورتی که اشخاص نسبت به صدور سند مالکیت متقاضی اعتراضی داشته باشند می‌توانند از تاریخ انتشار اولین آگهی به مدت دو ماه اعتراض خود را به این اداره تسلیم و پس از اخذ رسید ظرف مدت یک ماه از تاریخ تسلیم اعتراض دادخواست خود را به مرجع قضایی تقدیم نمایند. (698, 914, 818, 1044)
ad-title: آگهی موضوع ماده ۳ قانون و ماده ۱۳ آیین‌نامه قانون تعیین تکلیف وضعیت ثبتی اراضی و ساختمان‌های فاقد سند رسمی (19, 877, 134, 910)
ad-signature: محمد هادیان - رئیس ثبت اسناد و املاک شهرستان جغتای (16, 852, 124, 867)
intro-column-2: حضور آیت‌الله احمد مروی، تولیت آستان مقدس رضوی، آیت‌الله سیداحمد علم‌الهدی، نماینده ولی فقیه در استان خراسان رضوی، قائم‌مقام، مدیر عالی حرم و جمعی دیگر از مدیران، خادمان و همچنین زائران و مجاوران این آستان مقدس برگزار شد. نقطه آغاز این آیین مذهبی ایوان باب الکاظم(ع) بود و خادمان (536, 11, 670, 85)
ad-title: آگهی موضوع ماده ۳ قانون و ماده ۱۳ آیین‌نامه قانون تعیین تکلیف وضعیت ثبتی اراضی و ساختمان‌های فاقد سند رسمی (156, 877, 270, 910)
ad-signature: محمد هادیان - رئیس ثبت اسناد و املاک شهرستان جغتای (562, 1272, 670, 1287)
article-column-a (514, 524, 662, 605)
ad-dates: تاریخ انتشار نوبت اول: ۱۴۰۴/۰۴/۰۱ — تاریخ انتشار نوبت دوم: ۱۴۰۴/۰۴/۱۶ (153, 1255, 273, 1270)
ad-title: آگهی موضوع ماده ۳ قانون و ماده ۱۳ آیین‌نامه قانون تعیین تکلیف وضعیت ثبتی اراضی و ساختمان‌های فاقد سند رسمی (428, 877, 543, 910)
ad-body: برابر رأی شماره ۱۴۰۴۶۰۳۰۶۰۰۹۰۰۰۶۷۸ هیئت اول موضوع قانون تعیین تکلیف وضعیت ثبتی اراضی و ساختمان‌های فاقد سند رسمی مستقر در واحد ثبتی حوزه ثبت ملک شهرستان جغتای تصرفات مالکانه بلامعارض متقاضی آقای ... فرزند ... به شماره شناسنامه ... صادره از ... در یک باب ساختمان به مساحت ... مترمربع پلاک ... فرعی از ... اصلی مفروز و مجزی شده از پلاک ... واقع در بخش ۴ حوزه ثبت ملک جغتای محرز گردیده است. لذا به منظور اطلاع عموم مراتب در دو نوبت به فاصله ۱۵ روز آگهی می‌شود در صورتی که اشخاص نسبت به صدور سند مالکیت متقاضی اعتراضی داشته باشند می‌توانند از تاریخ انتشار اولین آگهی به مدت دو ماه اعتراض خود را به این اداره تسلیم و پس از اخذ رسید ظرف مدت یک ماه از تاریخ تسلیم اعتراض دادخواست خود را به مرجع قضایی تقدیم نمایند. (289, 1358, 410, 1497)
ad-column (281, 662, 417, 1757)
lead-paragraph: در ساعت ۱۴ و ۲۶ دقیقه ظهر روز عاشورای آن سال، صدای مهیب انفجار بمب در بارگاه امام رضا(ع) و در جوار روضه منوره حرم مطهر رضوی، فضای حرم را به آتش کشید. ساعتی که جمعیت انبوهی از زائران و عزاداران در حرم مطهر حضور داشتند و بیش از ۲۶ تن از زائران به شهادت رسیدند و حدود ۳۰۰ نفر زخمی شدند. (670, 220, 826, 295)
lead-subhead: جنایت با انفجار ۴ بوته ماده منفجره (696, 359, 826, 368)
ad-signature: محمد هادیان - رئیس ثبت اسناد و املاک شهرستان جغتای (562, 1692, 670, 1708)
site-url[interactable]: WWW.QUDSONLINE.IR (701, 114, 822, 127)
ad-signature: محمد هادیان - رئیس ثبت اسناد و املاک شهرستان جغتای (698, 1482, 807, 1498)
legal-ad (422, 1504, 549, 1711)
legal-ad (149, 1294, 276, 1501)
ad-signature: محمد هادیان - رئیس ثبت اسناد و املاک شهرستان جغتای (426, 1692, 534, 1708)
ad-body: برابر رأی شماره ۱۴۰۴۶۰۳۰۶۰۰۹۰۰۰۶۷۸ هیئت اول موضوع قانون تعیین تکلیف وضعیت ثبتی اراضی و ساختمان‌های فاقد سند رسمی مستقر در واحد ثبتی حوزه ثبت ملک شهرستان جغتای تصرفات مالکانه بلامعارض متقاضی آقای ... فرزند ... به شماره شناسنامه ... صادره از ... در یک باب ساختمان به مساحت ... مترمربع پلاک ... فرعی از ... اصلی مفروز و مجزی شده از پلاک ... واقع در بخش ۴ حوزه ثبت ملک جغتای محرز گردیده است. لذا به منظور اطلاع عموم مراتب در دو نوبت به فاصله ۱۵ روز آگهی می‌شود در صورتی که اشخاص نسبت به صدور سند مالکیت متقاضی اعتراضی داشته باشند می‌توانند از تاریخ انتشار اولین آگهی به مدت دو ماه اعتراض خود را به این اداره تسلیم و پس از اخذ رسید ظرف مدت یک ماه از تاریخ تسلیم اعتراض دادخواست خود را به مرجع قضایی تقدیم نمایند. (426, 1124, 546, 1254)
ad-signature: محمد هادیان - رئیس ثبت اسناد و املاک شهرستان جغتای (426, 1062, 534, 1077)
ad-column (417, 662, 553, 1757)
ad-body: برابر رأی شماره ۱۴۰۴۶۰۳۰۶۰۰۹۰۰۰۶۷۸ هیئت اول موضوع قانون تعیین تکلیف وضعیت ثبتی اراضی و ساختمان‌های فاقد سند رسمی مستقر در واحد ثبتی حوزه ثبت ملک شهرستان جغتای تصرفات مالکانه بلامعارض متقاضی آقای ... فرزند ... به شماره شناسنامه ... صادره از ... در یک باب ساختمان به مساحت ... مترمربع پلاک ... فرعی از ... اصلی مفروز و مجزی شده از پلاک ... واقع در بخش ۴ حوزه ثبت ملک جغتای محرز گردیده است. لذا به منظور اطلاع عموم مراتب در دو نوبت به فاصله ۱۵ روز آگهی می‌شود در صورتی که اشخاص نسبت به صدور سند مالکیت متقاضی اعتراضی داشته باشند می‌توانند از تاریخ انتشار اولین آگهی به مدت دو ماه اعتراض خود را به این اداره تسلیم و پس از اخذ رسید ظرف مدت یک ماه از تاریخ تسلیم اعتراض دادخواست خود را به مرجع قضایی تقدیم نمایند. (153, 704, 273, 834)
ad-body: برابر رأی شماره ۱۴۰۴۶۰۳۰۶۰۰۹۰۰۰۶۷۸ هیئت اول موضوع قانون تعیین تکلیف وضعیت ثبتی اراضی و ساختمان‌های فاقد سند رسمی مستقر در واحد ثبتی حوزه ثبت ملک شهرستان جغتای تصرفات مالکانه بلامعارض متقاضی آقای ... فرزند ... به شماره شناسنامه ... صادره از ... در یک باب ساختمان به مساحت ... مترمربع پلاک ... فرعی از ... اصلی مفروز و مجزی شده از پلاک ... واقع در بخش ۴ حوزه ثبت ملک جغتای محرز گردیده است. لذا به منظور اطلاع عموم مراتب در دو نوبت به فاصله ۱۵ روز آگهی می‌شود در صورتی که اشخاص نسبت به صدور سند مالکیت متقاضی اعتراضی داشته باشند می‌توانند از تاریخ انتشار اولین آگهی به مدت دو ماه اعتراض خود را به این اداره تسلیم و پس از اخذ رسید ظرف مدت یک ماه از تاریخ تسلیم اعتراض دادخواست خود را به مرجع قضایی تقدیم نمایند. (289, 1140, 410, 1278)
ad-signature: محمد هادیان - رئیس ثبت اسناد و املاک شهرستان جغتای (698, 1062, 807, 1077)
ad-title: آگهی موضوع ماده ۳ قانون و ماده ۱۳ آیین‌نامه قانون تعیین تکلیف وضعیت ثبتی اراضی و ساختمان‌های فاقد سند رسمی (19, 1087, 134, 1120)
intro-column-4: و عزاداری شهر مقدس مشهد را فرا گرفت. در ادامه این آیین، مراسم عزاداری در رواق‌ها و صحن‌های حرم مطهر نیز برگزار شد و خادمان حرم امام هشتم(ع) و زائران و مجاوران با حضور در صحن جامع رضوی، عزاداری سالار و سرور شهیدان را گرامی داشتند. مراسم پرشور و باشکوه شام غریبان، منتهی به (246, 11, 392, 85)
ad-title: آگهی موضوع ماده ۳ قانون و ماده ۱۳ آیین‌نامه قانون تعیین تکلیف وضعیت ثبتی اراضی و ساختمان‌های فاقد سند رسمی (701, 877, 816, 910)
intro-column-1 (678, 10, 826, 106)
ad-signature: محمد هادیان - رئیس ثبت اسناد و املاک شهرستان جغتای (289, 1515, 398, 1530)
ad-dates: تاریخ انتشار نوبت اول: ۱۴۰۴/۰۴/۰۱ — تاریخ انتشار نوبت دوم: ۱۴۰۴/۰۴/۱۶ (16, 835, 137, 850)
ad-title: آگهی موضوع ماده ۳ قانون و ماده ۱۳ آیین‌نامه قانون تعیین تکلیف وضعیت ثبتی اراضی و ساختمان‌های فاقد سند رسمی (156, 1297, 270, 1330)
legal-ad (558, 874, 685, 1081)
dateline: دوشنبه ۱۶ تیر ۱۴۰۴ | ۱۱ محرم ۱۴۴۷ | ۷ جولای ۲۰۲۵ | سال سی و هشتم | شماره ۱۰۸۶۶ (74, 116, 335, 125)
ad-body: برابر رأی شماره ۱۴۰۴۶۰۳۰۶۰۰۹۰۰۰۶۷۸ هیئت اول موضوع قانون تعیین تکلیف وضعیت ثبتی اراضی و ساختمان‌های فاقد سند رسمی مستقر در واحد ثبتی حوزه ثبت ملک شهرستان جغتای تصرفات مالکانه بلامعارض متقاضی آقای ... فرزند ... به شماره شناسنامه ... صادره از ... در یک باب ساختمان به مساحت ... مترمربع پلاک ... فرعی از ... اصلی مفروز و مجزی شده از پلاک ... واقع در بخش ۴ حوزه ثبت ملک جغتای محرز گردیده است. لذا به منظور اطلاع عموم مراتب در دو نوبت به فاصله ۱۵ روز آگهی می‌شود در صورتی که اشخاص نسبت به صدور سند مالکیت متقاضی اعتراضی داشته باشند می‌توانند از تاریخ انتشار اولین آگهی به مدت دو ماه اعتراض خود را به این اداره تسلیم و پس از اخذ رسید ظرف مدت یک ماه از تاریخ تسلیم اعتراض دادخواست خود را به مرجع قضایی تقدیم نمایند. (562, 914, 682, 1044)
ad-signature: محمد هادیان - رئیس ثبت اسناد و املاک شهرستان جغتای (289, 1297, 398, 1312)
legal-ad (695, 1504, 822, 1711)
ad-dates: تاریخ انتشار نوبت اول: ۱۴۰۴/۰۴/۰۱ — تاریخ انتشار نوبت دوم: ۱۴۰۴/۰۴/۱۶ (289, 1716, 410, 1731)
ad-signature: محمد هادیان - رئیس ثبت اسناد و املاک شهرستان جغتای (153, 1482, 261, 1498)
ad-body: برابر رأی شماره ۱۴۰۴۶۰۳۰۶۰۰۹۰۰۰۶۷۸ هیئت اول موضوع قانون تعیین تکلیف وضعیت ثبتی اراضی و ساختمان‌های فاقد سند رسمی مستقر در واحد ثبتی حوزه ثبت ملک شهرستان جغتای تصرفات مالکانه بلامعارض متقاضی آقای ... فرزند ... به شماره شناسنامه ... صادره از ... در یک باب ساختمان به مساحت ... مترمربع پلاک ... فرعی از ... اصلی مفروز و مجزی شده از پلاک ... واقع در بخش ۴ حوزه ثبت ملک جغتای محرز گردیده است. لذا به منظور اطلاع عموم مراتب در دو نوبت به فاصله ۱۵ روز آگهی می‌شود در صورتی که اشخاص نسبت به صدور سند مالکیت متقاضی اعتراضی داشته باشند می‌توانند از تاریخ انتشار اولین آگهی به مدت دو ماه اعتراض خود را به این اداره تسلیم و پس از اخذ رسید ظرف مدت یک ماه از تاریخ تسلیم اعتراض دادخواست خود را به مرجع قضایی تقدیم نمایند. (153, 1124, 273, 1254)
ad-dates: تاریخ انتشار نوبت اول: ۱۴۰۴/۰۴/۰۱ — تاریخ انتشار نوبت دوم: ۱۴۰۴/۰۴/۱۶ (426, 835, 546, 850)
ad-body: برابر رأی شماره ۱۴۰۴۶۰۳۰۶۰۰۹۰۰۰۶۷۸ هیئت اول موضوع قانون تعیین تکلیف وضعیت ثبتی اراضی و ساختمان‌های فاقد سند رسمی مستقر در واحد ثبتی حوزه ثبت ملک شهرستان جغتای تصرفات مالکانه بلامعارض متقاضی آقای ... فرزند ... به شماره شناسنامه ... صادره از ... در یک باب ساختمان به مساحت ... مترمربع پلاک ... فرعی از ... اصلی مفروز و مجزی شده از پلاک ... واقع در بخش ۴ حوزه ثبت ملک جغتای محرز گردیده است. لذا به منظور اطلاع عموم مراتب در دو نوبت به فاصله ۱۵ روز آگهی می‌شود در صورتی که اشخاص نسبت به صدور سند مالکیت متقاضی اعتراضی داشته باشند می‌توانند از تاریخ انتشار اولین آگهی به مدت دو ماه اعتراض خود را به این اداره تسلیم و پس از اخذ رسید ظرف مدت یک ماه از تاریخ تسلیم اعتراض دادخواست خود را به مرجع قضایی تقدیم نمایند. (289, 704, 410, 842)
ad-signature: محمد هادیان - رئیس ثبت اسناد و املاک شهرستان جغتای (426, 1482, 534, 1498)
ad-dates: تاریخ انتشار نوبت اول: ۱۴۰۴/۰۴/۰۱ — تاریخ انتشار نوبت دوم: ۱۴۰۴/۰۴/۱۶ (698, 1465, 818, 1480)
news-paragraph: خالقی با اشاره به گستردگی جامعه هدف تبلیغات محیطی آستان قدس رضوی، گفت: مخاطب تبلیغات محیطی این آستان مقدس، هم شهروندان و زائران و هم مجاوران هستند و تلاش ما این است که پیام‌های عاشورایی و فرهنگی را به شیوه‌ای هنرمندانه و اثرگذار به مخاطبان منتقل کنیم. (10, 375, 224, 428)
legal-ad (422, 1294, 549, 1501)
ad-dates: تاریخ انتشار نوبت اول: ۱۴۰۴/۰۴/۰۱ — تاریخ انتشار نوبت دوم: ۱۴۰۴/۰۴/۱۶ (562, 1465, 682, 1480)
lead-paragraph: کسی فکر نمی‌کرد که دست جنایتکار منافقین کوردل به چنین جنایتی آلوده شود. آنان یکی از مقدس‌ترین و پربازدیدترین مکان‌های مذهبی ایران را برای اجرای نقشه شوم خود انتخاب کردند. در آن روز حرم امام رضا(ع) و زائرانش هدف بمب‌گذاری قرار گرفتند. (670, 370, 826, 423)
subhead: درهای دهشت» بسته می‌شوند (552, 527, 662, 536)
article-text: هرچند به گواه تاریخ بسیاری از جنایت‌ها از سوی عوامل حکومت‌ها در بارگاه امام رضا(ع) انجام شده، اما ملت مسلمان ایران همیشه در برابر این جنایت‌ها ایستادگی کرده‌اند. در سال ۱۳۱۴ هجری شمسی به دستور رضاخان، مردم معترض در مسجد گوهرشاد به خاک و خون کشیده شدند. (514, 540, 662, 604)
legal-ad (286, 1537, 413, 1752)
ad-body: برابر رأی شماره ۱۴۰۴۶۰۳۰۶۰۰۹۰۰۰۶۷۸ هیئت اول موضوع قانون تعیین تکلیف وضعیت ثبتی اراضی و ساختمان‌های فاقد سند رسمی مستقر در واحد ثبتی حوزه ثبت ملک شهرستان جغتای تصرفات مالکانه بلامعارض متقاضی آقای ... فرزند ... به شماره شناسنامه ... صادره از ... در یک باب ساختمان به مساحت ... مترمربع پلاک ... فرعی از ... اصلی مفروز و مجزی شده از پلاک ... واقع در بخش ۴ حوزه ثبت ملک جغتای محرز گردیده است. لذا به منظور اطلاع عموم مراتب در دو نوبت به فاصله ۱۵ روز آگهی می‌شود در صورتی که اشخاص نسبت به صدور سند مالکیت متقاضی اعتراضی داشته باشند می‌توانند از تاریخ انتشار اولین آگهی به مدت دو ماه اعتراض خود را به این اداره تسلیم و پس از اخذ رسید ظرف مدت یک ماه از تاریخ تسلیم اعتراض دادخواست خود را به مرجع قضایی تقدیم نمایند. (16, 914, 137, 1044)
ad-title: آگهی موضوع ماده ۳ قانون و ماده ۱۳ آیین‌نامه قانون تعیین تکلیف وضعیت ثبتی اراضی و ساختمان‌های فاقد سند رسمی (292, 885, 407, 918)
ad-title: آگهی موضوع ماده ۳ قانون و ماده ۱۳ آیین‌نامه قانون تعیین تکلیف وضعیت ثبتی اراضی و ساختمان‌های فاقد سند رسمی (292, 1321, 407, 1355)
ad-title: آگهی موضوع ماده ۳ قانون و ماده ۱۳ آیین‌نامه قانون تعیین تکلیف وضعیت ثبتی اراضی و ساختمان‌های فاقد سند رسمی (565, 1087, 679, 1120)
headline-line-1: از زائران «امام غریب» (412, 200, 612, 276)
ad-title: آگهی موضوع ماده ۳ قانون و ماده ۱۳ آیین‌نامه قانون تعیین تکلیف وضعیت ثبتی اراضی و ساختمان‌های فاقد سند رسمی (701, 1297, 816, 1330)
ad-dates: تاریخ انتشار نوبت اول: ۱۴۰۴/۰۴/۰۱ — تاریخ انتشار نوبت دوم: ۱۴۰۴/۰۴/۱۶ (698, 1045, 818, 1060)
subhead: پرواز ۲۶ زائر شهید به قصد قربت به امام غریب(ع) (234, 344, 354, 364)
legal-ad (558, 664, 685, 871)
photo-illustration (362, 284, 662, 486)
ad-dates: تاریخ انتشار نوبت اول: ۱۴۰۴/۰۴/۰۱ — تاریخ انتشار نوبت دوم: ۱۴۰۴/۰۴/۱۶ (426, 1255, 546, 1270)
ad-signature: محمد هادیان - رئیس ثبت اسناد و املاک شهرستان جغتای (16, 1062, 124, 1077)
ad-body: برابر رأی شماره ۱۴۰۴۶۰۳۰۶۰۰۹۰۰۰۶۷۸ هیئت اول موضوع قانون تعیین تکلیف وضعیت ثبتی اراضی و ساختمان‌های فاقد سند رسمی مستقر در واحد ثبتی حوزه ثبت ملک شهرستان جغتای تصرفات مالکانه بلامعارض متقاضی آقای ... فرزند ... به شماره شناسنامه ... صادره از ... در یک باب ساختمان به مساحت ... مترمربع پلاک ... فرعی از ... اصلی مفروز و مجزی شده از پلاک ... واقع در بخش ۴ حوزه ثبت ملک جغتای محرز گردیده است. لذا به منظور اطلاع عموم مراتب در دو نوبت به فاصله ۱۵ روز آگهی می‌شود در صورتی که اشخاص نسبت به صدور سند مالکیت متقاضی اعتراضی داشته باشند می‌توانند از تاریخ انتشار اولین آگهی به مدت دو ماه اعتراض خود را به این اداره تسلیم و پس از اخذ رسید ظرف مدت یک ماه از تاریخ تسلیم اعتراض دادخواست خود را به مرجع قضایی تقدیم نمایند. (426, 914, 546, 1044)
lead-column (670, 150, 826, 427)
ad-title: آگهی موضوع ماده ۳ قانون و ماده ۱۳ آیین‌نامه قانون تعیین تکلیف وضعیت ثبتی اراضی و ساختمان‌های فاقد سند رسمی (19, 1507, 134, 1540)
legal-ad (695, 874, 822, 1081)
ad-dates: تاریخ انتشار نوبت اول: ۱۴۰۴/۰۴/۰۱ — تاریخ انتشار نوبت دوم: ۱۴۰۴/۰۴/۱۶ (562, 1675, 682, 1690)
subhead: بازشناسی درهای حرم مطهر به روی زائران (234, 153, 354, 173)
legal-ad (422, 1084, 549, 1291)
legal-ad (286, 882, 413, 1097)
legal-ad (286, 1101, 413, 1316)
ad-dates: تاریخ انتشار نوبت اول: ۱۴۰۴/۰۴/۰۱ — تاریخ انتشار نوبت دوم: ۱۴۰۴/۰۴/۱۶ (562, 1255, 682, 1270)
legal-ad (12, 874, 140, 1081)
news-title-line-1: تبلیغات محیطی آستان قدس رضوی (33, 167, 214, 200)
ad-column (553, 662, 689, 1757)
ad-title: آگهی موضوع ماده ۳ قانون و ماده ۱۳ آیین‌نامه قانون تعیین تکلیف وضعیت ثبتی اراضی و ساختمان‌های فاقد سند رسمی (565, 1507, 679, 1540)
article-text: این شهیدان که در روز عاشورای سال ۱۴۱۵ به فیض شهادت نائل شدند، زائرانی بودند که به عشق امام رضا(ع) رنج سفر را بر خود هموار کرده بودند. قرب به امام غریب، سرانجام آنان را به مقام زائران «قریب به امام» رساند. (234, 467, 354, 531)
ad-dates: تاریخ انتشار نوبت اول: ۱۴۰۴/۰۴/۰۱ — تاریخ انتشار نوبت دوم: ۱۴۰۴/۰۴/۱۶ (562, 1045, 682, 1060)
legal-ad (149, 1504, 276, 1711)
ad-body: برابر رأی شماره ۱۴۰۴۶۰۳۰۶۰۰۹۰۰۰۶۷۸ هیئت اول موضوع قانون تعیین تکلیف وضعیت ثبتی اراضی و ساختمان‌های فاقد سند رسمی مستقر در واحد ثبتی حوزه ثبت ملک شهرستان جغتای تصرفات مالکانه بلامعارض متقاضی آقای ... فرزند ... به شماره شناسنامه ... صادره از ... در یک باب ساختمان به مساحت ... مترمربع پلاک ... فرعی از ... اصلی مفروز و مجزی شده از پلاک ... واقع در بخش ۴ حوزه ثبت ملک جغتای محرز گردیده است. لذا به منظور اطلاع عموم مراتب در دو نوبت به فاصله ۱۵ روز آگهی می‌شود در صورتی که اشخاص نسبت به صدور سند مالکیت متقاضی اعتراضی داشته باشند می‌توانند از تاریخ انتشار اولین آگهی به مدت دو ماه اعتراض خود را به این اداره تسلیم و پس از اخذ رسید ظرف مدت یک ماه از تاریخ تسلیم اعتراض دادخواست خود را به مرجع قضایی تقدیم نمایند. (698, 1544, 818, 1674)
ad-dates: تاریخ انتشار نوبت اول: ۱۴۰۴/۰۴/۰۱ — تاریخ انتشار نوبت دوم: ۱۴۰۴/۰۴/۱۶ (289, 1498, 410, 1513)
ad-title: آگهی موضوع ماده ۳ قانون و ماده ۱۳ آیین‌نامه قانون تعیین تکلیف وضعیت ثبتی اراضی و ساختمان‌های فاقد سند رسمی (19, 667, 134, 700)
ad-title: آگهی موضوع ماده ۳ قانون و ماده ۱۳ آیین‌نامه قانون تعیین تکلیف وضعیت ثبتی اراضی و ساختمان‌های فاقد سند رسمی (565, 877, 679, 910)
legal-ad (558, 1084, 685, 1291)
ad-signature: محمد هادیان - رئیس ثبت اسناد و املاک شهرستان جغتای (426, 852, 534, 867)
